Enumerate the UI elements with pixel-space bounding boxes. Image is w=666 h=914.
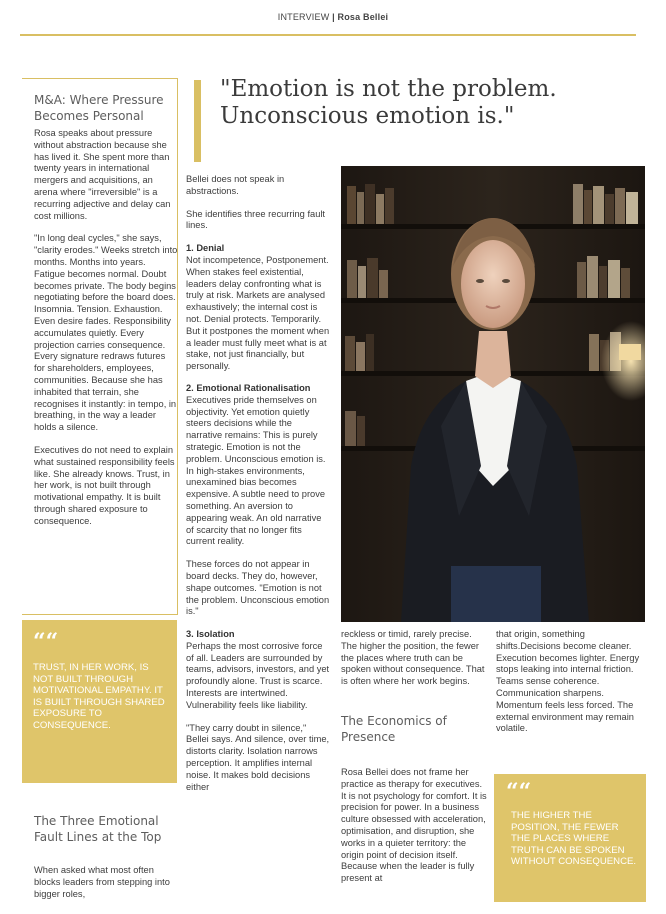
forces-text: These forces do not appear in board decks. They do, however, shape outcomes. "Emotion is not the problem. Unconscious emotion is." (186, 559, 330, 617)
col2-fault-lines: She identifies three recurring fault lines. (186, 208, 326, 231)
col1-paragraph: "In long deal cycles," she says, "clarity erodes." Weeks stretch into months. Months into years. Fatigue becomes normal. Doubt becomes private. The body begins negotiating before the board does. Insomnia. Tension. Exhaustion. Even desire fades. Responsibility accumulates quietly. Every projection carries consequence. Every signature redraws futures for shareholders, employees, communities. Because she has inhabited that terrain, she recognises it instantly: in tempo, in breathing, in the way a leader holds a silence. (34, 233, 178, 433)
section-title-fault-lines: The Three Emotional Fault Lines at the Top (34, 814, 162, 844)
denial-section (186, 243, 330, 373)
col1-closing: When asked what most often blocks leaders from stepping into bigger roles, (34, 865, 170, 899)
col4-body: that origin, something shifts.Decisions become cleaner. Execution becomes lighter. Energy stops leaking into internal friction. Teams sense coherence. Communication sharpens. Momentum feels less forced. The external environment may remain volatile. (496, 629, 640, 734)
col3-body: Rosa Bellei does not frame her practice as therapy for executives. It is not psychology for comfort. It is precision for power. In a business culture obsessed with acceleration, optimisation, and disruption, she works in a quieter territory: the origin point of decision itself. Because when the leader is fully present at (341, 767, 487, 884)
isolation-text: Perhaps the most corrosive force of all. Leaders are surrounded by teams, advisors, investors, and yet profoundly alone. Trust is scarce. Interests are intertwined. Vulnerability feels like liability. (186, 640, 330, 710)
header-name: Rosa Bellei (337, 12, 389, 22)
header-section: INTERVIEW (277, 12, 330, 22)
quote-mark-icon: ““ (506, 779, 532, 805)
portrait-photo (341, 166, 645, 622)
rationalisation-title: 2. Emotional Rationalisation (186, 382, 311, 393)
col1-body (34, 128, 178, 539)
isolation-title: 3. Isolation (186, 629, 235, 640)
doubt-text: "They carry doubt in silence," Bellei says. And silence, over time, distorts clarity. Isolation narrows perception. It amplifies internal noise. It makes bold decisions either (186, 722, 330, 792)
rationalisation-text: Executives pride themselves on objectivity. Yet emotion quietly steers decisions while the narrative remains: This is purely strategic. Emotion is not the problem. Unconscious emotion is. In high-stakes environments, unexamined bias becomes expensive. A subtle need to prove something. An aversion to appearing weak. An old narrative of scarcity that no longer fits current reality. (186, 394, 326, 547)
section-title-economics: The Economics of Presence (341, 714, 447, 744)
quote-mark-icon: ““ (33, 629, 59, 655)
pull-quote-line2: Unconscious emotion is." (220, 103, 515, 129)
col2-intro: Bellei does not speak in abstractions. (186, 174, 285, 196)
quote-box-higher (494, 774, 646, 902)
col1-paragraph: Rosa speaks about pressure without abstraction because she has lived it. She spent more than twenty years in international mergers and acquisitions, an arena where "irreversible" is a recurring adjective and delay can cost millions. (34, 128, 171, 221)
denial-text: Not incompetence, Postponement. When stakes feel existential, leaders delay confronting what is truly at risk. Markets are analysed exhaustively; the internal cost is not. Denial protects. Temporarily. But it postpones the moment when a leader must fully meet what is at stake, not just financially, but personally. (186, 254, 330, 372)
quote-box-trust (22, 620, 177, 783)
col3-intro: reckless or timid, rarely precise. The higher the position, the fewer the places where truth can be spoken without consequence. That is often where her work begins. (341, 629, 485, 687)
quote-text-higher: THE HIGHER THE POSITION, THE FEWER THE PLACES WHERE TRUTH CAN BE SPOKEN WITHOUT CONSEQUENCE. (511, 810, 637, 868)
isolation-section (186, 629, 330, 712)
page-header (0, 12, 666, 22)
section-title-ma: M&A: Where Pressure Becomes Personal (34, 93, 164, 123)
pull-quote-line1: "Emotion is not the problem. (220, 76, 557, 102)
header-rule (20, 34, 636, 36)
col1-paragraph: Executives do not need to explain what sustained responsibility feels like. She already knows. Trust, in her work, is not built through motivational empathy. It is built through shared exposure to consequence. (34, 444, 175, 526)
quote-text-trust: TRUST, IN HER WORK, IS NOT BUILT THROUGH MOTIVATIONAL EMPATHY. IT IS BUILT THROUGH SHARED EXPOSURE TO CONSEQUENCE. (33, 662, 165, 731)
denial-title: 1. Denial (186, 243, 225, 254)
pull-quote-bar (194, 80, 201, 162)
pull-quote (220, 76, 640, 130)
header-separator: | (329, 12, 338, 22)
rationalisation-section (186, 383, 330, 548)
col2-body (186, 174, 330, 804)
